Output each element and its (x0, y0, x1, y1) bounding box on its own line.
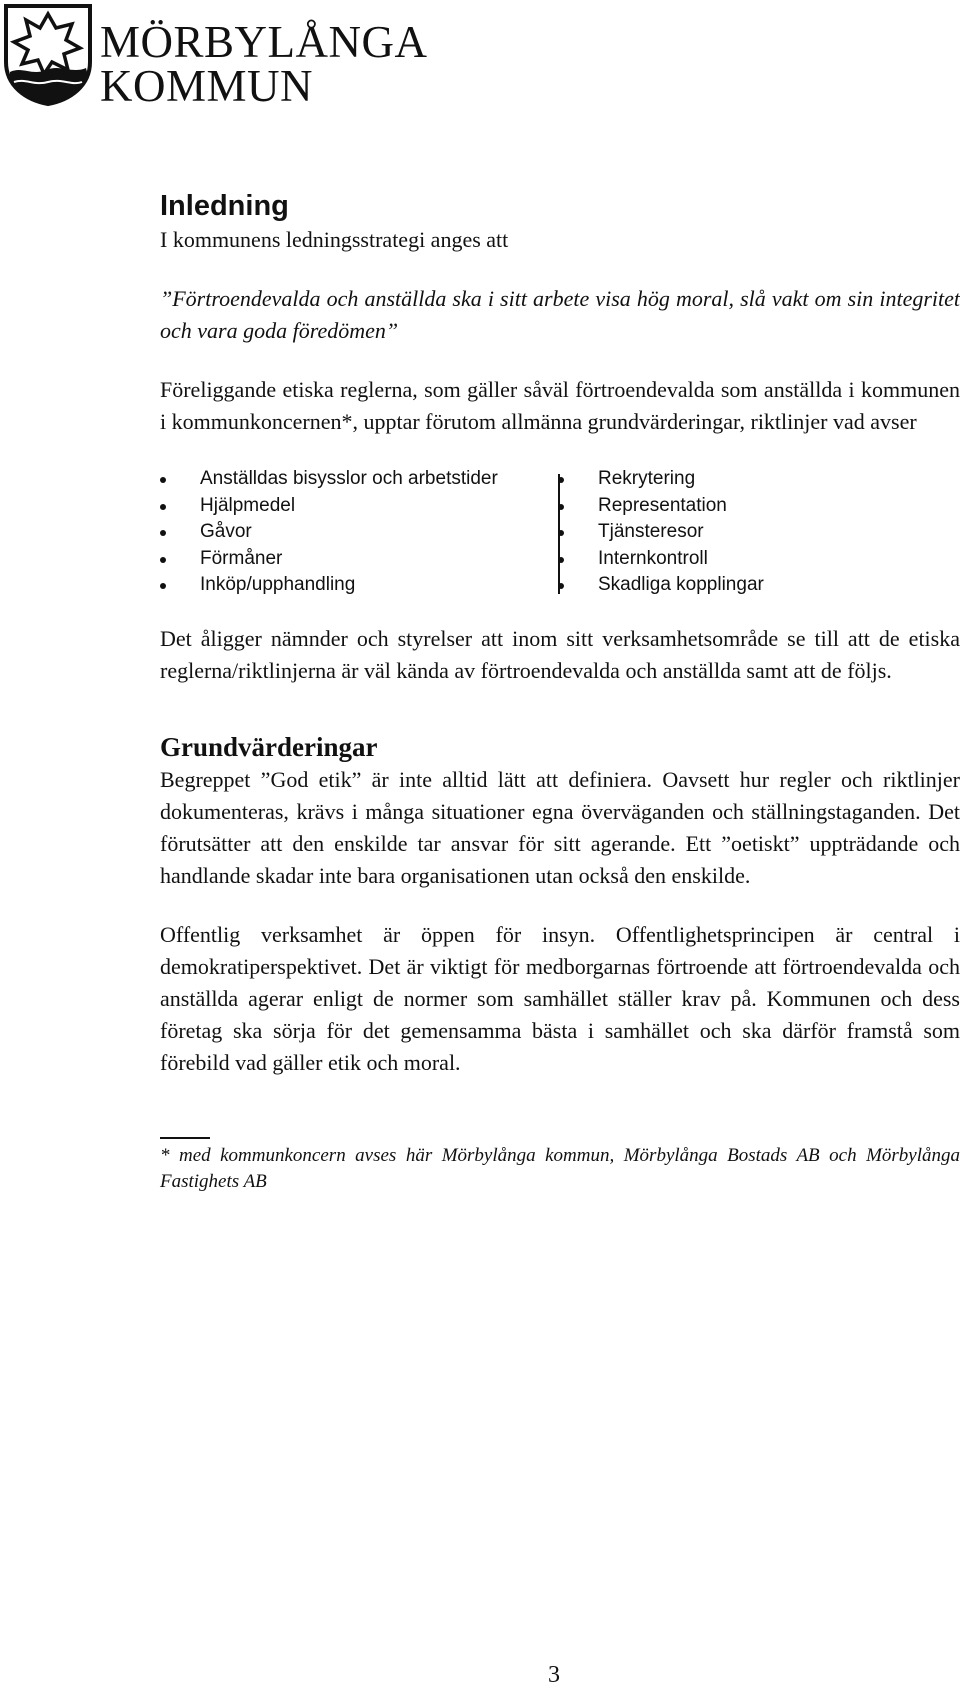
list-item: Inköp/upphandling (160, 572, 498, 599)
bullet-icon (558, 504, 564, 510)
intro-lead: I kommunens ledningsstrategi anges att (160, 227, 509, 252)
topics-lists (160, 466, 960, 596)
logo-line-2: KOMMUN (100, 61, 314, 111)
intro-paragraph: Föreliggande etiska reglerna, som gäller såväl förtroendevalda som anställda i kommunen i kommunkoncernen*, upptar förutom allmänna grundvärderingar, riktlinjer vad avser (160, 377, 960, 434)
bullet-icon (160, 477, 166, 483)
bullet-icon (558, 477, 564, 483)
list-item: Skadliga kopplingar (558, 572, 764, 599)
list-item: Tjänsteresor (558, 519, 764, 546)
bullet-icon (558, 557, 564, 563)
list-item: Representation (558, 493, 764, 520)
obligation-paragraph: Det åligger nämnder och styrelser att inom sitt verksamhetsområde se till att de etiska reglerna/riktlinjerna är väl kända av förtroendevalda och anställda samt att de följs. (160, 626, 960, 683)
footnote-divider (160, 1137, 210, 1139)
logo-wordmark (100, 17, 428, 111)
list-item: Anställdas bisysslor och arbetstider (160, 466, 498, 493)
bullet-icon (558, 583, 564, 589)
bullet-icon (160, 530, 166, 536)
topics-list-left (160, 466, 498, 599)
bullet-icon (558, 530, 564, 536)
list-item: Internkontroll (558, 546, 764, 573)
values-paragraph-1: Begreppet ”God etik” är inte alltid lätt att definiera. Oavsett hur regler och riktlinjer dokumenteras, krävs i många situationer egna överväganden och ställningstaganden. Det förutsätter att den enskilde tar ansvar för sitt agerande. Ett ”oetiskt” uppträdande och handlande skadar inte bara organisationen utan också den enskilde. (160, 767, 960, 888)
coat-of-arms-icon (2, 2, 94, 106)
list-item: Rekrytering (558, 466, 764, 493)
bullet-icon (160, 504, 166, 510)
bullet-icon (160, 583, 166, 589)
list-item: Gåvor (160, 519, 498, 546)
list-item: Förmåner (160, 546, 498, 573)
values-paragraph-2: Offentlig verksamhet är öppen för insyn. Offentlighetsprincipen är central i demokratiperspektivet. Det är viktigt för medborgarnas förtroende att förtroendevalda och anställda agerar enligt de normer som samhället ställer krav på. Kommunen och dess företag ska sörja för det gemensamma bästa i samhället och ska därför framstå som förebild vad gäller etik och moral. (160, 922, 960, 1075)
topics-list-right (558, 466, 764, 599)
page-number: 3 (548, 1662, 560, 1688)
footnote: * med kommunkoncern avses här Mörbylånga kommun, Mörbylånga Bostads AB och Mörbylånga Fastighets AB (160, 1145, 960, 1192)
logo-line-1: MÖRBYLÅNGA (100, 17, 428, 67)
list-item: Hjälpmedel (160, 493, 498, 520)
municipality-logo (0, 0, 440, 110)
document-body (160, 188, 960, 1214)
strategy-quote: ”Förtroendevalda och anställda ska i sitt arbete visa hög moral, slå vakt om sin integritet och vara goda föredömen” (160, 286, 960, 343)
heading-inledning: Inledning (160, 190, 289, 222)
bullet-icon (160, 557, 166, 563)
heading-grundvarderingar: Grundvärderingar (160, 732, 378, 762)
